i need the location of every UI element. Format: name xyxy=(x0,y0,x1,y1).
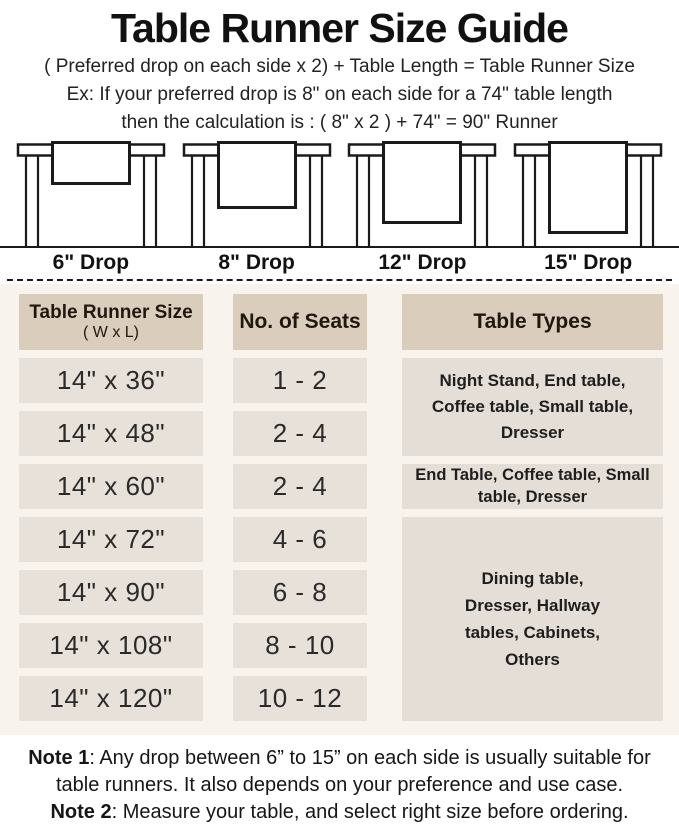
size-guide-infographic xyxy=(0,4,679,826)
table-types-header: Table Types xyxy=(402,294,663,350)
example-line-2: then the calculation is : ( 8" x 2 ) + 74" = 90" Runner xyxy=(121,112,558,134)
size-table-section xyxy=(0,284,679,735)
runner-size-header xyxy=(19,294,203,350)
size-cell: 14" x 90" xyxy=(19,570,203,615)
seats-cell: 1 - 2 xyxy=(233,358,367,403)
drop-label-8in: 8" Drop xyxy=(218,251,295,275)
note-1-line-2: table runners. It also depends on your preference and use case. xyxy=(55,774,624,797)
size-cell: 14" x 36" xyxy=(19,358,203,403)
column-runner-size xyxy=(19,294,203,721)
note-1-label: Note 1 xyxy=(28,747,90,770)
runner-rect xyxy=(52,143,129,184)
runner-rect xyxy=(218,143,295,208)
table-types-group-2: End Table, Coffee table, Small table, Dresser xyxy=(402,464,663,509)
note-1-line-1: Note 1: Any drop between 6” to 15” on each side is usually suitable for xyxy=(28,747,651,770)
seats-cell: 10 - 12 xyxy=(233,676,367,721)
formula-line: ( Preferred drop on each side x 2) + Table Length = Table Runner Size xyxy=(44,56,635,78)
drop-label-15in: 15" Drop xyxy=(544,251,633,275)
runner-rect xyxy=(384,143,461,223)
table-diagram-15in-drop xyxy=(513,141,663,248)
column-table-types xyxy=(402,294,663,721)
runner-size-header-line1: Table Runner Size xyxy=(29,302,193,324)
table-diagram-8in-drop xyxy=(182,141,332,248)
runner-rect xyxy=(550,143,627,233)
example-line-1: Ex: If your preferred drop is 8" on each side for a 74" table length xyxy=(66,84,613,106)
size-cell: 14" x 108" xyxy=(19,623,203,668)
table-types-group-1: Night Stand, End table, Coffee table, Small table, Dresser xyxy=(402,358,663,456)
note-2-label: Note 2 xyxy=(50,801,112,824)
drop-diagrams-row xyxy=(0,141,679,248)
page-title: Table Runner Size Guide xyxy=(111,5,568,51)
column-seats xyxy=(233,294,367,721)
drop-label-12in: 12" Drop xyxy=(378,251,467,275)
intro-section xyxy=(0,4,679,134)
table-diagram-12in-drop xyxy=(347,141,497,248)
seats-cell: 8 - 10 xyxy=(233,623,367,668)
drop-label-6in: 6" Drop xyxy=(52,251,130,275)
seats-cell: 2 - 4 xyxy=(233,464,367,509)
size-cell: 14" x 48" xyxy=(19,411,203,456)
seats-header: No. of Seats xyxy=(233,294,367,350)
table-diagram-6in-drop xyxy=(16,141,166,248)
table-types-group-3: Dining table, Dresser, Hallway tables, Cabinets, Others xyxy=(402,517,663,721)
seats-cell: 4 - 6 xyxy=(233,517,367,562)
seats-cell: 2 - 4 xyxy=(233,411,367,456)
notes-section xyxy=(0,745,679,826)
size-cell: 14" x 60" xyxy=(19,464,203,509)
seats-cell: 6 - 8 xyxy=(233,570,367,615)
note-2-line: Note 2: Measure your table, and select right size before ordering. xyxy=(50,801,629,824)
drop-labels-row xyxy=(0,251,679,279)
size-cell: 14" x 120" xyxy=(19,676,203,721)
size-cell: 14" x 72" xyxy=(19,517,203,562)
dashed-divider xyxy=(7,279,672,281)
runner-size-header-line2: ( W x L) xyxy=(83,324,139,342)
